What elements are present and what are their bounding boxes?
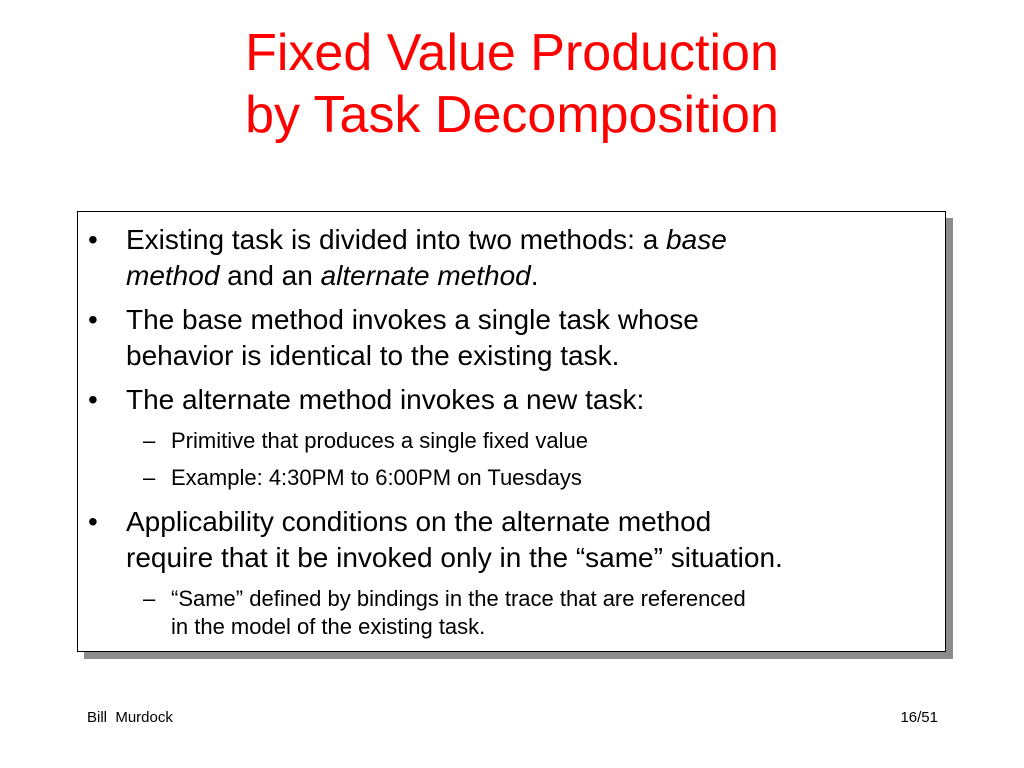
bullet-item xyxy=(88,302,699,374)
slide-title xyxy=(0,22,1024,146)
bullet-emphasis: method xyxy=(126,260,220,291)
bullet-marker: • xyxy=(88,384,98,415)
title-line-2: by Task Decomposition xyxy=(245,86,779,144)
sub-bullet-item xyxy=(143,427,588,455)
bullet-item xyxy=(88,382,645,418)
bullet-marker: • xyxy=(88,506,98,537)
bullet-text: The base method invokes a single task whose xyxy=(126,304,699,335)
title-line-1: Fixed Value Production xyxy=(245,24,779,82)
bullet-text: Existing task is divided into two methods: a xyxy=(126,224,667,255)
footer-page-number: 16/51 xyxy=(900,709,938,726)
dash-marker: – xyxy=(143,465,156,490)
bullet-text: require that it be invoked only in the “same” situation. xyxy=(126,542,783,573)
dash-marker: – xyxy=(143,428,156,453)
footer-author: Bill Murdock xyxy=(87,709,173,726)
sub-bullet-item xyxy=(143,464,582,492)
bullet-item xyxy=(88,504,783,576)
bullet-text: The alternate method invokes a new task: xyxy=(126,384,645,415)
bullet-item xyxy=(88,222,727,294)
sub-bullet-text: in the model of the existing task. xyxy=(171,614,486,639)
bullet-line xyxy=(126,222,727,258)
sub-bullet-text: Primitive that produces a single fixed value xyxy=(171,428,588,453)
sub-bullet-text: “Same” defined by bindings in the trace that are referenced xyxy=(171,586,746,611)
bullet-marker: • xyxy=(88,224,98,255)
bullet-text: Applicability conditions on the alternate method xyxy=(126,506,712,537)
sub-bullet-item xyxy=(143,585,746,641)
sub-bullet-text: Example: 4:30PM to 6:00PM on Tuesdays xyxy=(171,465,582,490)
bullet-text: . xyxy=(530,260,539,291)
bullet-line xyxy=(126,258,727,294)
bullet-text: and an xyxy=(219,260,321,291)
bullet-emphasis: base xyxy=(666,224,727,255)
bullet-emphasis: alternate method xyxy=(320,260,531,291)
bullet-text: behavior is identical to the existing task. xyxy=(126,340,620,371)
dash-marker: – xyxy=(143,586,156,611)
bullet-marker: • xyxy=(88,304,98,335)
